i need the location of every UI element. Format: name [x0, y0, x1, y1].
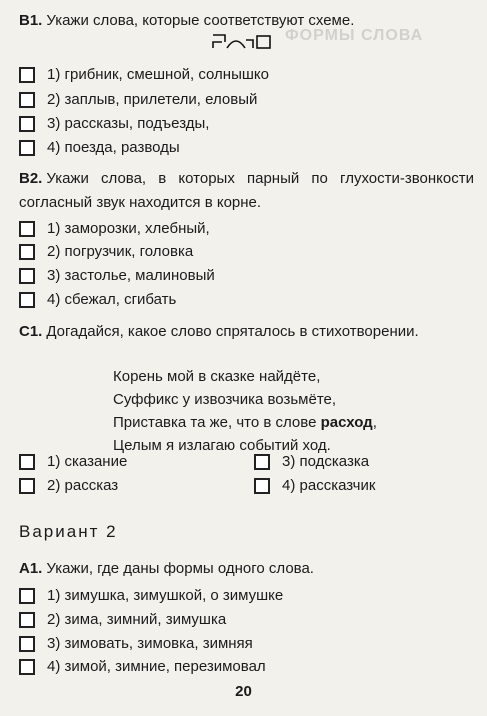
answer-checkbox[interactable] — [19, 244, 35, 260]
question-text: Укажи слова, которые соответствуют схеме. — [46, 12, 355, 29]
poem-bold-word: расход — [320, 414, 373, 431]
answer-option[interactable]: 4) рассказчик — [254, 475, 375, 497]
question-text: Укажи слова, в которых парный по глухости-звонкости согласный звук находится в корне. — [19, 170, 474, 211]
question-b1 — [19, 9, 474, 33]
question-number: А1. — [19, 560, 43, 577]
answer-checkbox[interactable] — [19, 588, 35, 604]
answer-option[interactable]: 2) рассказ — [19, 475, 118, 497]
answer-option[interactable]: 4) зимой, зимние, перезимовал — [19, 656, 266, 678]
answer-option[interactable]: 4) сбежал, сгибать — [19, 289, 176, 311]
answer-option[interactable]: 1) зимушка, зимушкой, о зимушке — [19, 585, 283, 607]
question-c1 — [19, 320, 474, 344]
answer-option[interactable]: 2) заплыв, прилетели, еловый — [19, 89, 257, 111]
question-a1 — [19, 557, 474, 581]
answer-checkbox[interactable] — [19, 659, 35, 675]
poem-line: Суффикс у извозчика возьмёте, — [113, 391, 337, 408]
answer-option[interactable]: 3) застолье, малиновый — [19, 265, 215, 287]
answer-checkbox[interactable] — [19, 67, 35, 83]
answer-checkbox[interactable] — [19, 612, 35, 628]
poem-line: Корень мой в сказке найдёте, — [113, 368, 321, 385]
poem-line: Целым я излагаю событий ход. — [113, 437, 331, 454]
answer-option[interactable]: 1) грибник, смешной, солнышко — [19, 64, 269, 86]
question-number: В1. — [19, 12, 43, 29]
page-number: 20 — [235, 683, 252, 700]
poem — [113, 365, 377, 457]
variant-heading: Вариант 2 — [19, 522, 118, 541]
answer-checkbox[interactable] — [19, 268, 35, 284]
answer-option[interactable]: 2) погрузчик, головка — [19, 241, 193, 263]
poem-line: Приставка та же, что в слове расход, — [113, 414, 377, 431]
question-b2 — [19, 167, 474, 215]
answer-option[interactable]: 4) поезда, разводы — [19, 137, 180, 159]
answer-option[interactable]: 1) сказание — [19, 451, 127, 473]
answer-option[interactable]: 3) зимовать, зимовка, зимняя — [19, 633, 253, 655]
answer-checkbox[interactable] — [254, 454, 270, 470]
answer-option[interactable]: 3) рассказы, подъезды, — [19, 113, 209, 135]
answer-checkbox[interactable] — [19, 292, 35, 308]
question-number: С1. — [19, 323, 43, 340]
answer-checkbox[interactable] — [19, 636, 35, 652]
word-scheme-icon — [211, 32, 273, 52]
answer-checkbox[interactable] — [19, 454, 35, 470]
answer-checkbox[interactable] — [19, 92, 35, 108]
question-number: В2. — [19, 170, 43, 187]
answer-option[interactable]: 2) зима, зимний, зимушка — [19, 609, 226, 631]
answer-option[interactable]: 1) заморозки, хлебный, — [19, 218, 210, 240]
bleed-through: ФОРМЫ СЛОВА — [285, 27, 424, 44]
answer-checkbox[interactable] — [19, 478, 35, 494]
question-text: Укажи, где даны формы одного слова. — [46, 560, 314, 577]
answer-checkbox[interactable] — [19, 116, 35, 132]
answer-checkbox[interactable] — [254, 478, 270, 494]
answer-checkbox[interactable] — [19, 221, 35, 237]
answer-option[interactable]: 3) подсказка — [254, 451, 369, 473]
question-text: Догадайся, какое слово спряталось в стихотворении. — [46, 323, 419, 340]
answer-checkbox[interactable] — [19, 140, 35, 156]
